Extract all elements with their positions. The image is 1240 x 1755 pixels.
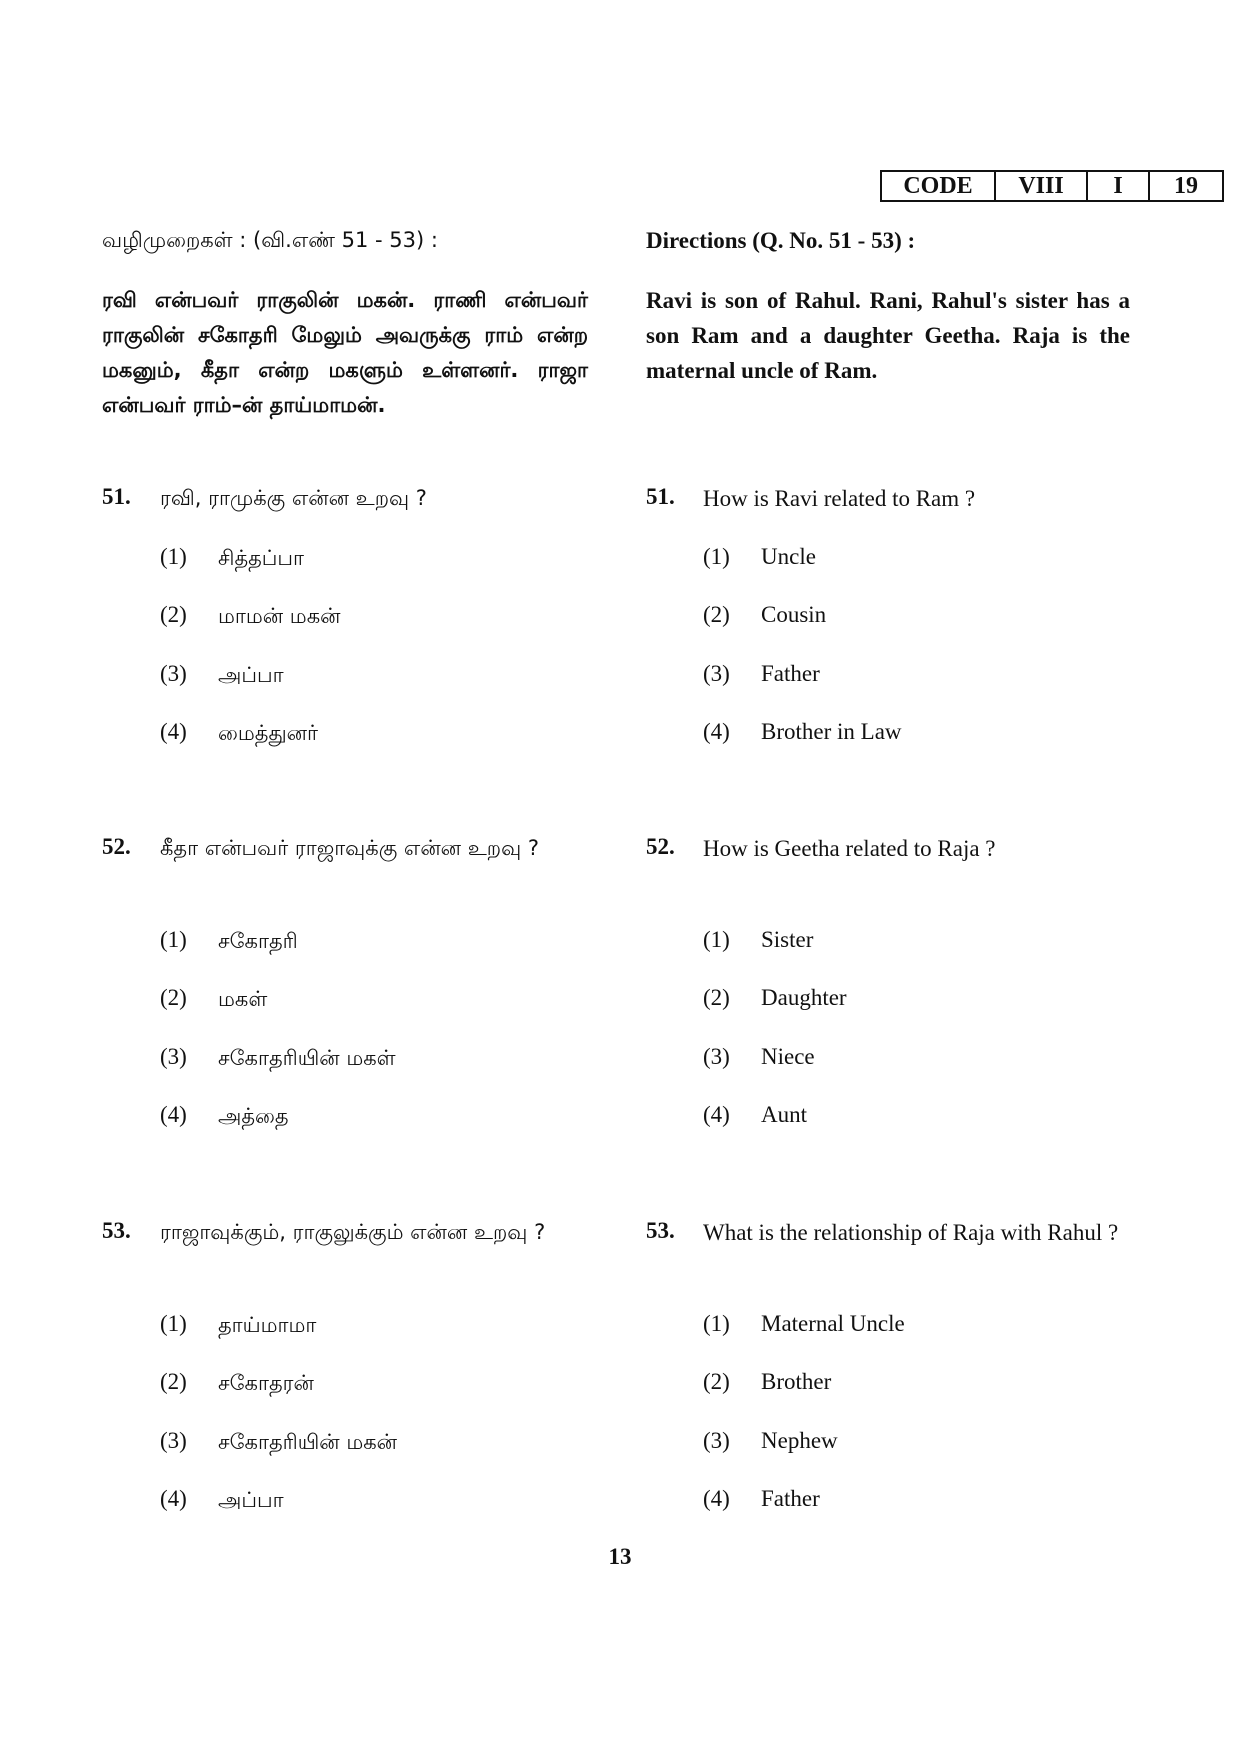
option-number: (1) [160,927,187,952]
directions-title-tamil: வழிமுறைகள் : (வி.எண் 51 - 53) : [102,228,438,252]
option-number: (1) [703,544,730,569]
question-number: 51. [646,484,675,509]
option-number: (4) [703,1486,730,1511]
option-text: சகோதரி [218,929,298,953]
question-text-english: What is the relationship of Raja with Rahul ? [703,1220,1119,1245]
option-number: (2) [703,1369,730,1394]
code-year: 19 [1174,173,1198,199]
page-number: 13 [608,1544,632,1569]
code-box [880,170,1224,202]
question-text-tamil: ராஜாவுக்கும், ராகுலுக்கும் என்ன உறவு ? [160,1220,546,1244]
option-number: (2) [160,1369,187,1394]
option-number: (1) [703,1311,730,1336]
option-number: (3) [703,1428,730,1453]
question-number: 51. [102,484,131,509]
code-class: VIII [996,172,1088,200]
option-number: (4) [160,1102,187,1127]
option-text: சகோதரியின் மகள் [218,1046,396,1070]
option-text: Father [761,661,820,686]
option-number: (4) [160,719,187,744]
option-text: அத்தை [218,1104,289,1128]
option-text: Uncle [761,544,816,569]
option-number: (4) [703,1102,730,1127]
option-number: (3) [160,661,187,686]
option-text: Brother [761,1369,832,1394]
question-number: 53. [102,1218,131,1243]
question-number: 52. [102,834,131,859]
question-text-tamil: ரவி, ராமுக்கு என்ன உறவு ? [160,486,427,510]
option-text: Sister [761,927,814,952]
question-text-english: How is Ravi related to Ram ? [703,486,976,511]
option-text: சித்தப்பா [218,546,305,570]
option-text: Maternal Uncle [761,1311,905,1336]
option-number: (3) [160,1044,187,1069]
option-number: (1) [703,927,730,952]
option-text: அப்பா [218,1488,284,1512]
question-text-english: How is Geetha related to Raja ? [703,836,996,861]
option-text: அப்பா [218,663,284,687]
option-number: (3) [703,661,730,686]
option-text: சகோதரியின் மகன் [218,1430,398,1454]
passage-tamil: ரவி என்பவர் ராகுலின் மகன். ராணி என்பவர் ராகுலின் சகோதரி மேலும் அவருக்கு ராம் என்ற மகனும், கீதா என்ற மகளும் உள்ளனர். ராஜா என்பவர் ராம்–ன் தாய்மாமன். [102,288,588,417]
code-paper: I [1088,172,1150,200]
option-number: (2) [160,602,187,627]
option-number: (4) [160,1486,187,1511]
code-label: CODE [882,172,996,200]
option-number: (4) [703,719,730,744]
directions-title-english: Directions (Q. No. 51 - 53) : [646,228,916,253]
option-number: (2) [160,985,187,1010]
option-text: சகோதரன் [218,1371,314,1395]
option-number: (3) [160,1428,187,1453]
option-text: Aunt [761,1102,807,1127]
option-number: (3) [703,1044,730,1069]
option-number: (1) [160,544,187,569]
option-text: Brother in Law [761,719,902,744]
passage-english: Ravi is son of Rahul. Rani, Rahul's sister has a son Ram and a daughter Geetha. Raja is the maternal uncle of Ram. [646,288,1130,383]
option-number: (2) [703,985,730,1010]
option-text: மாமன் மகன் [218,604,341,628]
option-text: தாய்மாமா [218,1313,317,1337]
question-text-tamil: கீதா என்பவர் ராஜாவுக்கு என்ன உறவு ? [160,836,539,860]
option-text: மைத்துனர் [218,721,318,745]
option-text: Niece [761,1044,815,1069]
question-number: 52. [646,834,675,859]
option-text: Daughter [761,985,847,1010]
option-text: மகள் [218,987,268,1011]
option-text: Nephew [761,1428,838,1453]
option-text: Cousin [761,602,827,627]
question-number: 53. [646,1218,675,1243]
option-number: (1) [160,1311,187,1336]
option-number: (2) [703,602,730,627]
option-text: Father [761,1486,820,1511]
